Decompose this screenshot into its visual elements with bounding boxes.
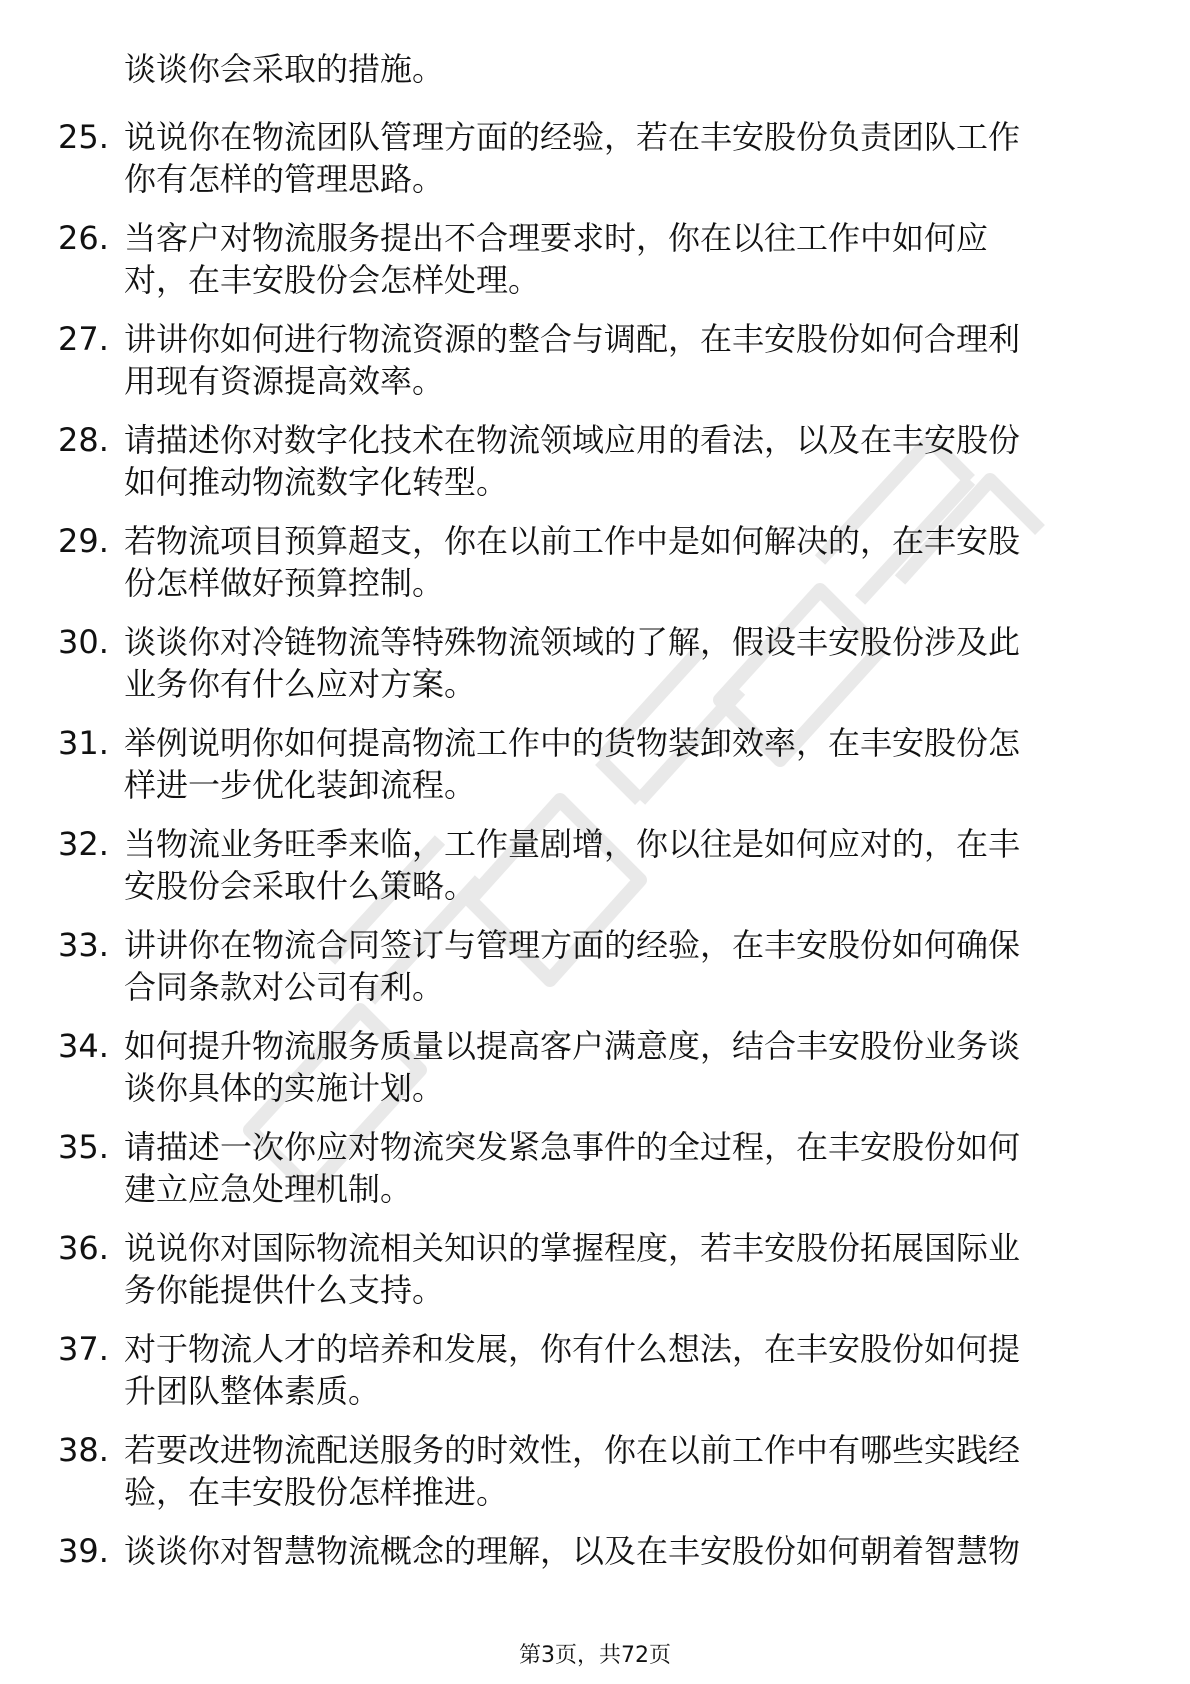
item-number: 38. — [58, 1431, 109, 1469]
list-item — [0, 823, 1190, 924]
list-item — [0, 419, 1190, 520]
item-text: 请描述一次你应对物流突发紧急事件的全过程，在丰安股份如何 建立应急处理机制。 — [124, 1128, 1021, 1208]
item-number: 30. — [58, 623, 109, 661]
list-item — [0, 1126, 1190, 1227]
item-text: 谈谈你对冷链物流等特殊物流领域的了解，假设丰安股份涉及此 业务你有什么应对方案。 — [124, 623, 1021, 703]
item-number: 27. — [58, 320, 109, 358]
list-item — [0, 1530, 1190, 1631]
continuation-line — [0, 48, 1190, 116]
list-item — [0, 1328, 1190, 1429]
item-text: 谈谈你对智慧物流概念的理解，以及在丰安股份如何朝着智慧物 — [124, 1532, 1021, 1570]
item-text: 若要改进物流配送服务的时效性，你在以前工作中有哪些实践经 验，在丰安股份怎样推进。 — [124, 1431, 1021, 1511]
item-number: 29. — [58, 522, 109, 560]
item-number: 31. — [58, 724, 109, 762]
item-number: 39. — [58, 1532, 109, 1570]
list-item — [0, 520, 1190, 621]
list-item — [0, 621, 1190, 722]
list-item — [0, 318, 1190, 419]
item-text: 讲讲你如何进行物流资源的整合与调配，在丰安股份如何合理利 用现有资源提高效率。 — [124, 320, 1021, 400]
item-text: 请描述你对数字化技术在物流领域应用的看法，以及在丰安股份 如何推动物流数字化转型。 — [124, 421, 1021, 501]
page-footer: 第3页，共72页 — [519, 1643, 671, 1668]
list-item — [0, 1429, 1190, 1530]
item-number: 28. — [58, 421, 109, 459]
continuation-text: 谈谈你会采取的措施。 — [124, 50, 445, 88]
item-text: 说说你对国际物流相关知识的掌握程度，若丰安股份拓展国际业 务你能提供什么支持。 — [124, 1229, 1021, 1309]
item-text: 对于物流人才的培养和发展，你有什么想法，在丰安股份如何提 升团队整体素质。 — [124, 1330, 1021, 1410]
list-item — [0, 217, 1190, 318]
item-text: 说说你在物流团队管理方面的经验，若在丰安股份负责团队工作 你有怎样的管理思路。 — [124, 118, 1021, 198]
item-text: 讲讲你在物流合同签订与管理方面的经验，在丰安股份如何确保 合同条款对公司有利。 — [124, 926, 1021, 1006]
list-item — [0, 116, 1190, 217]
list-item — [0, 1227, 1190, 1328]
item-number: 35. — [58, 1128, 109, 1166]
item-text: 若物流项目预算超支，你在以前工作中是如何解决的，在丰安股 份怎样做好预算控制。 — [124, 522, 1021, 602]
item-number: 33. — [58, 926, 109, 964]
list-item — [0, 1025, 1190, 1126]
item-number: 36. — [58, 1229, 109, 1267]
item-number: 37. — [58, 1330, 109, 1368]
item-number: 34. — [58, 1027, 109, 1065]
item-number: 26. — [58, 219, 109, 257]
item-number: 32. — [58, 825, 109, 863]
list-item — [0, 722, 1190, 823]
item-text: 举例说明你如何提高物流工作中的货物装卸效率，在丰安股份怎 样进一步优化装卸流程。 — [124, 724, 1021, 804]
list-item — [0, 924, 1190, 1025]
item-number: 25. — [58, 118, 109, 156]
question-list — [0, 48, 1190, 1631]
item-text: 如何提升物流服务质量以提高客户满意度，结合丰安股份业务谈 谈你具体的实施计划。 — [124, 1027, 1021, 1107]
item-text: 当客户对物流服务提出不合理要求时，你在以往工作中如何应 对，在丰安股份会怎样处理。 — [124, 219, 989, 299]
item-text: 当物流业务旺季来临，工作量剧增，你以往是如何应对的，在丰 安股份会采取什么策略。 — [124, 825, 1021, 905]
